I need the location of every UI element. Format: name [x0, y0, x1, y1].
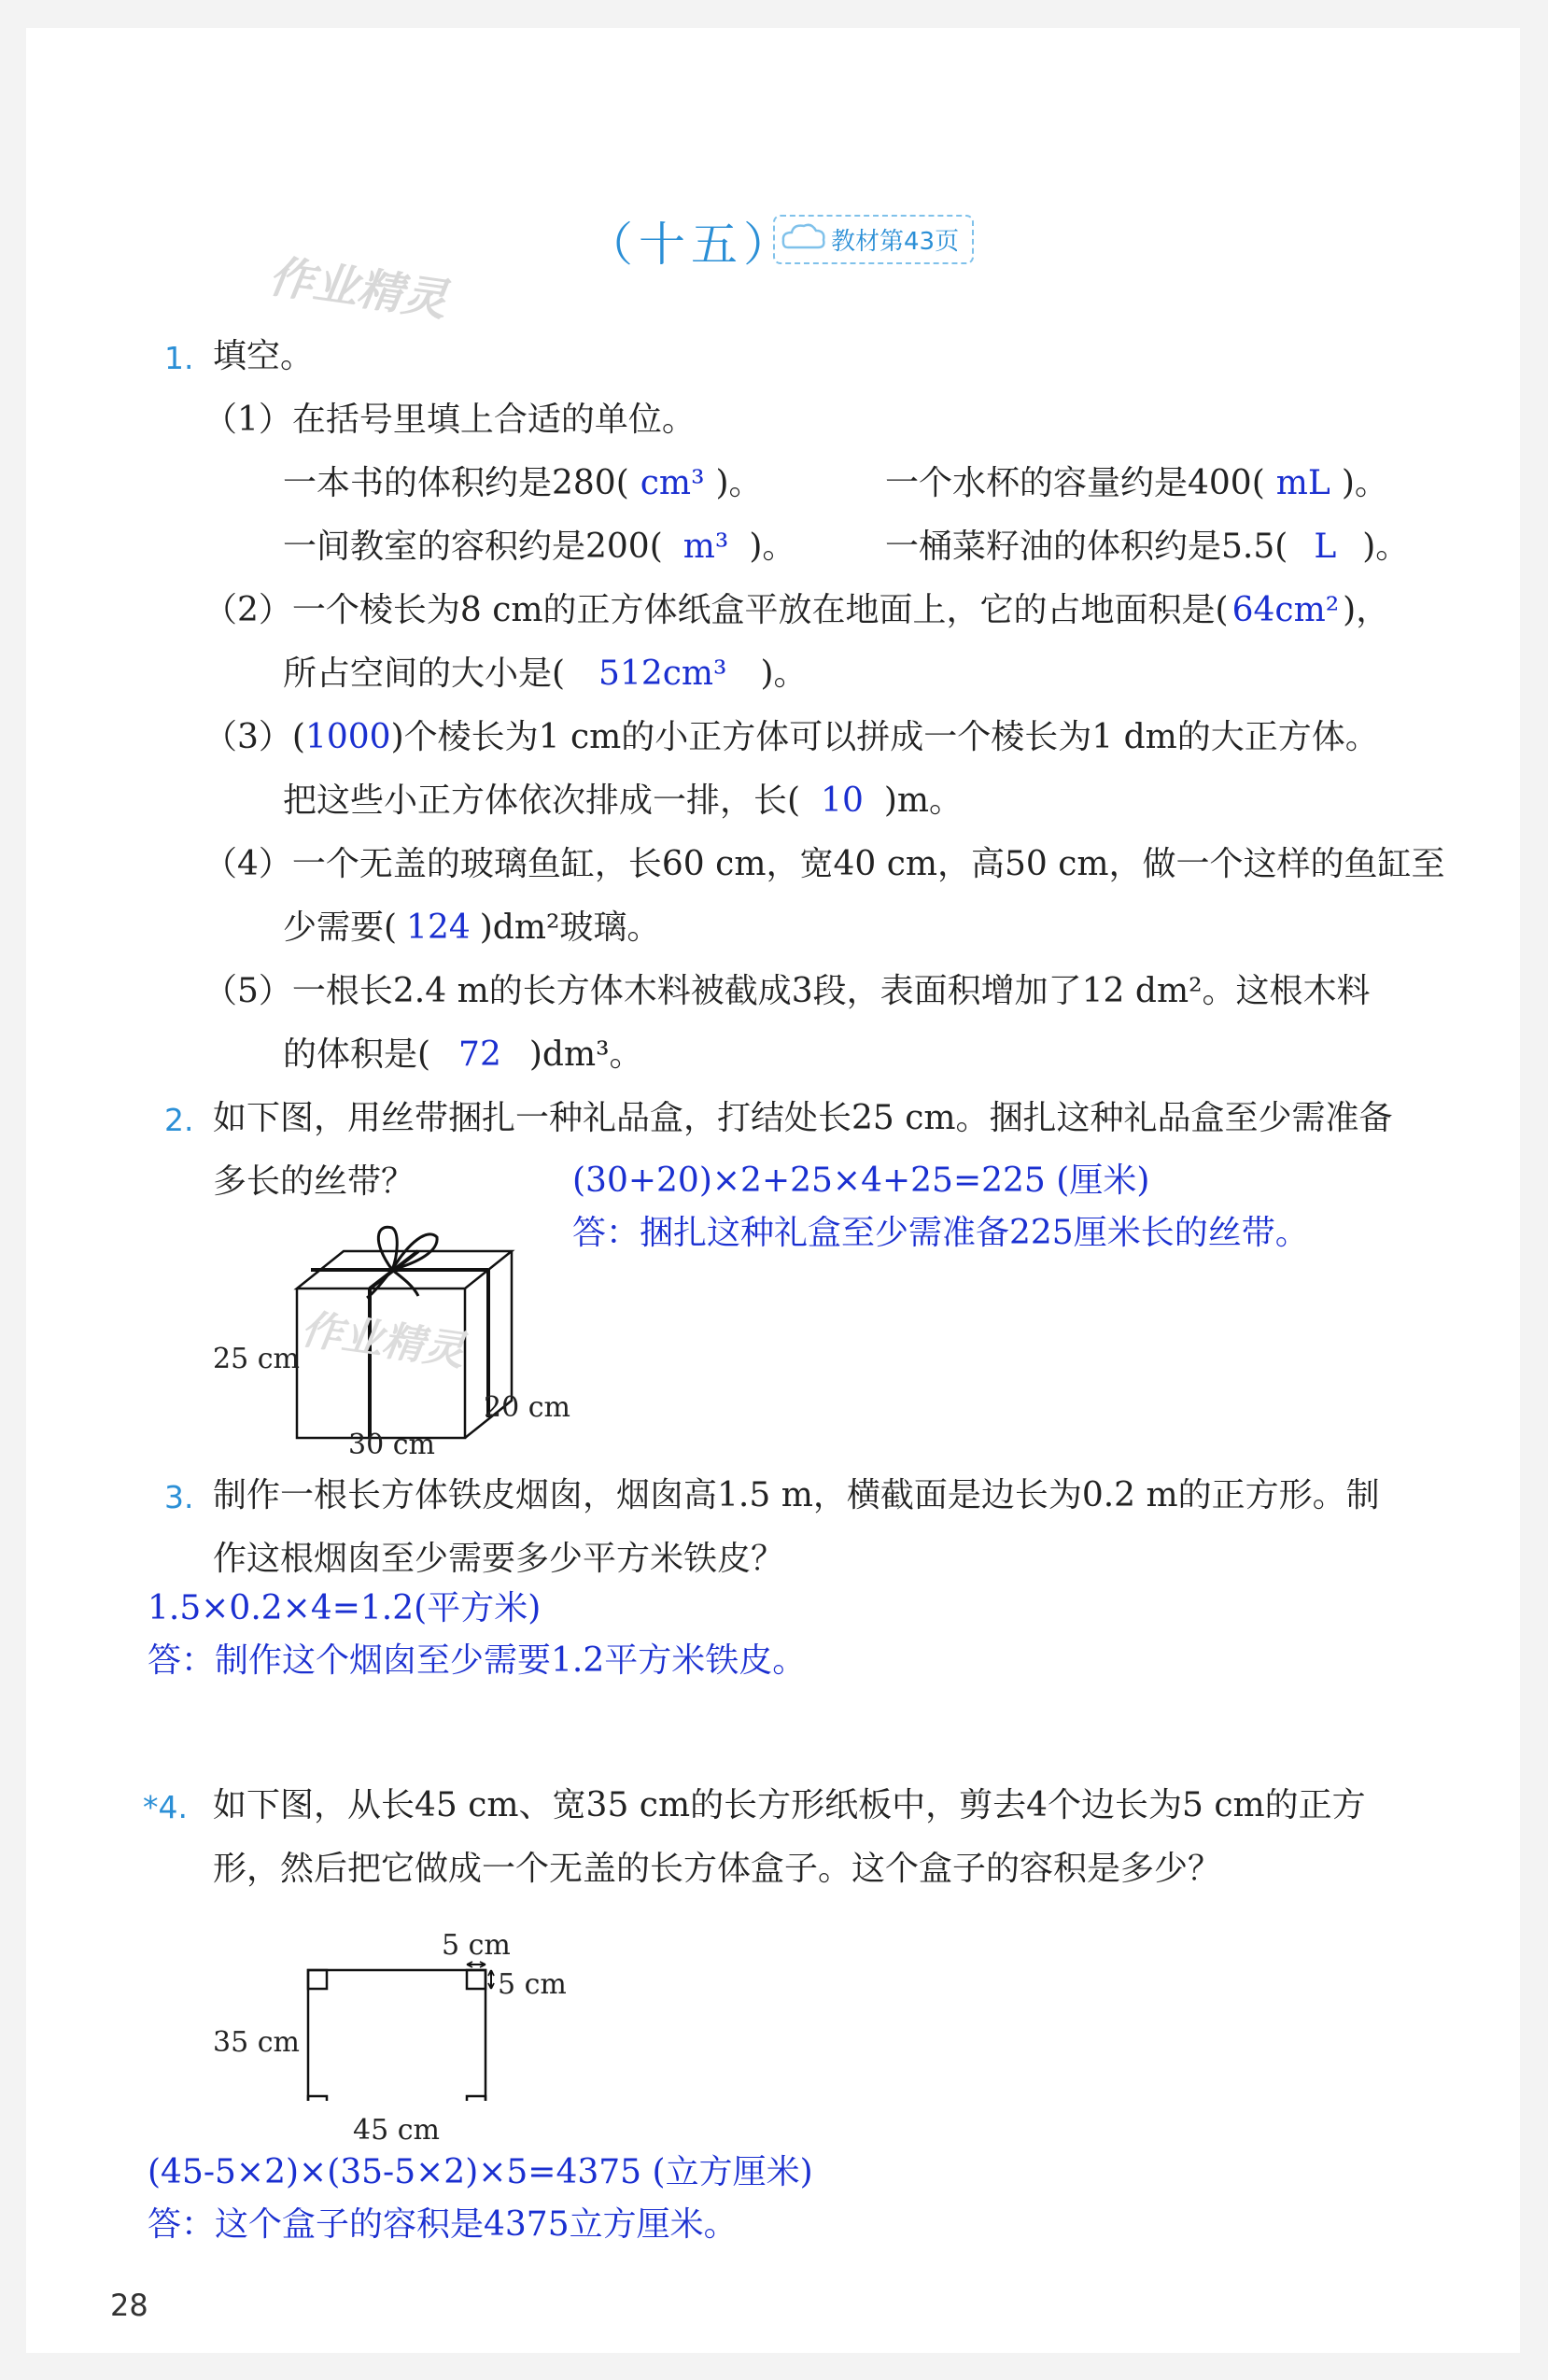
figure-watermark: 作业精灵 [298, 1305, 468, 1376]
answer-a: cm³ [640, 464, 705, 502]
q1-part-1-label: （1）在括号里填上合适的单位。 [204, 401, 696, 439]
q4-answer-statement: 答：这个盒子的容积是4375立方厘米。 [148, 2205, 738, 2244]
q4-answer-calculation: (45-5×2)×(35-5×2)×5=4375 (立方厘米) [148, 2153, 813, 2191]
section-title: （十五） [586, 218, 795, 272]
question-2-line-1: 如下图，用丝带捆扎一种礼品盒，打结处长25 cm。捆扎这种礼品盒至少需准备 [213, 1099, 1393, 1137]
q1-p2-line-2: 所占空间的大小是( 512cm³ )。 [283, 655, 808, 693]
answer-volume: 512cm³ [598, 655, 727, 693]
q1-p2-line-1: （2）一个棱长为8 cm的正方体纸盒平放在地面上，它的占地面积是( 64cm² )， [204, 591, 1390, 629]
q2-answer-calculation: (30+20)×2+25×4+25=225 (厘米) [572, 1162, 1150, 1200]
watermark: 作业精灵 [265, 249, 451, 328]
question-4-line-1: 如下图，从长45 cm、宽35 cm的长方形纸板中，剪去4个边长为5 cm的正方 [213, 1786, 1366, 1824]
workbook-page [26, 28, 1520, 2353]
cut-square-top-label: 5 cm [442, 1929, 511, 1962]
q1-p1-item-c: 一间教室的容积约是200( m³ )。 [283, 528, 796, 566]
question-4-number: *4. [143, 1789, 188, 1825]
cardboard-width-label: 35 cm [213, 2026, 300, 2059]
q3-answer-calculation: 1.5×0.2×4=1.2(平方米) [148, 1589, 542, 1627]
answer-glass-area: 124 [406, 908, 471, 947]
question-3-line-2: 作这根烟囱至少需要多少平方米铁皮？ [213, 1540, 785, 1578]
answer-wood-volume: 72 [458, 1035, 501, 1074]
question-1-label: 填空。 [213, 337, 315, 375]
q1-p5-line-1: （5）一根长2.4 m的长方体木料被截成3段，表面积增加了12 dm²。这根木料 [204, 972, 1371, 1010]
answer-length: 10 [821, 782, 864, 820]
gift-box-height-label: 25 cm [213, 1343, 300, 1375]
q1-p4-line-1: （4）一个无盖的玻璃鱼缸，长60 cm，宽40 cm，高50 cm，做一个这样的鱼缸至 [204, 845, 1445, 883]
q1-p3-line-1: （3）(1000)个棱长为1 cm的小正方体可以拼成一个棱长为1 dm的大正方体。 [204, 718, 1379, 756]
answer-d: L [1314, 528, 1337, 566]
gift-box-width-label: 20 cm [484, 1391, 570, 1424]
q1-p1-item-a: 一本书的体积约是280( cm³ )。 [283, 464, 763, 502]
cut-square-side-label: 5 cm [498, 1968, 567, 2001]
q2-answer-statement: 答：捆扎这种礼盒至少需准备225厘米长的丝带。 [572, 1214, 1309, 1252]
q1-p1-item-d: 一桶菜籽油的体积约是5.5( L )。 [885, 528, 1410, 566]
gift-box-length-label: 30 cm [348, 1429, 435, 1461]
badge-label: 教材第43页 [831, 228, 960, 256]
answer-b: mL [1275, 464, 1330, 502]
answer-c: m³ [683, 528, 729, 566]
question-1-number: 1. [164, 340, 194, 376]
cloud-icon [781, 219, 827, 257]
question-2-number: 2. [164, 1102, 194, 1138]
question-4-line-2: 形，然后把它做成一个无盖的长方体盒子。这个盒子的容积是多少？ [213, 1850, 1222, 1888]
cardboard-figure [297, 1951, 521, 2101]
question-2-line-2: 多长的丝带？ [213, 1162, 415, 1201]
question-3-line-1: 制作一根长方体铁皮烟囱，烟囱高1.5 m，横截面是边长为0.2 m的正方形。制 [213, 1476, 1380, 1514]
question-3-number: 3. [164, 1479, 194, 1515]
q1-p5-line-2: 的体积是( 72 )dm³。 [283, 1035, 643, 1074]
q1-p3-line-2: 把这些小正方体依次排成一排，长( 10 )m。 [283, 782, 964, 820]
q1-p4-line-2: 少需要( 124 )dm²玻璃。 [283, 908, 661, 947]
q1-p1-item-b: 一个水杯的容量约是400( mL )。 [885, 464, 1388, 502]
answer-area: 64cm² [1231, 591, 1340, 629]
q3-answer-statement: 答：制作这个烟囱至少需要1.2平方米铁皮。 [148, 1641, 807, 1680]
cardboard-length-label: 45 cm [353, 2114, 440, 2147]
page-number: 28 [110, 2288, 148, 2323]
answer-cube-count: 1000 [304, 718, 391, 756]
